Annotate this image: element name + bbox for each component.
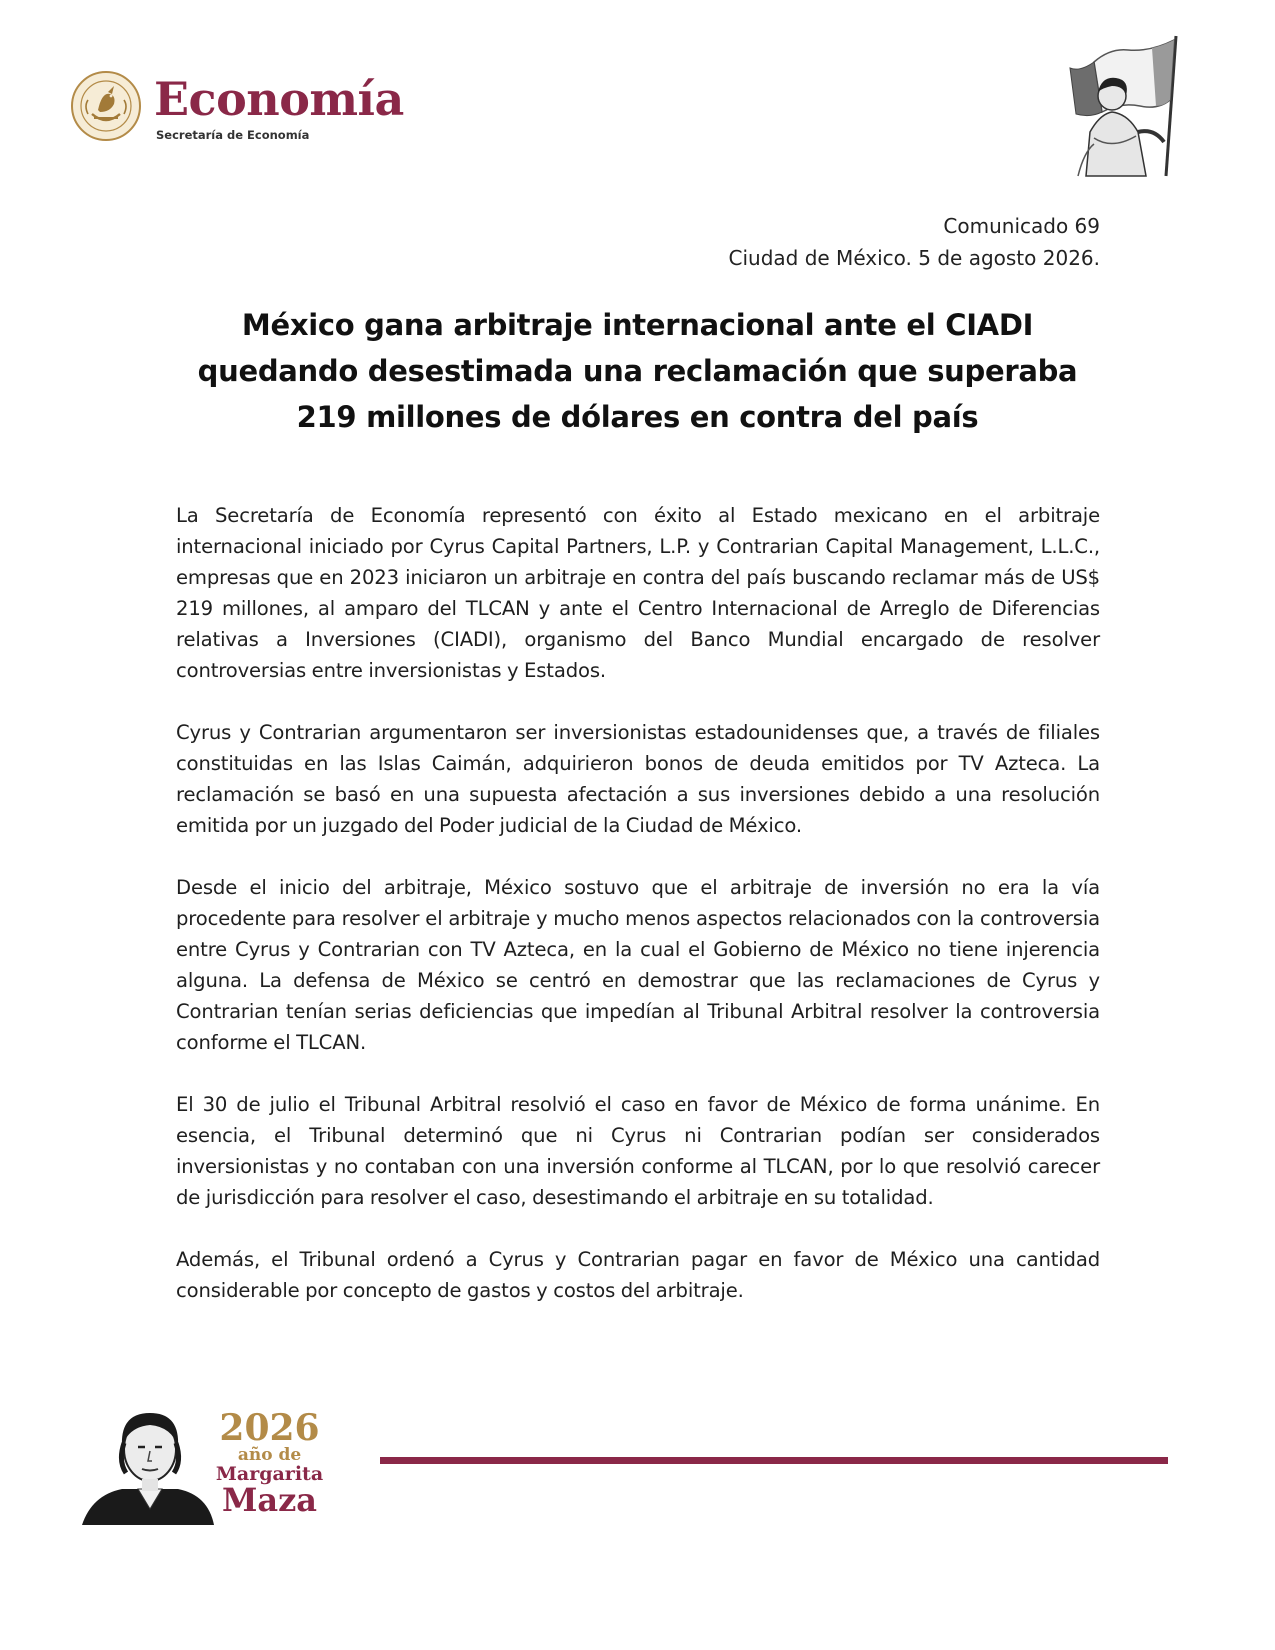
year-name-first: Margarita xyxy=(215,1463,324,1485)
place-date: Ciudad de México. 5 de agosto 2026. xyxy=(728,246,1100,270)
margarita-maza-portrait xyxy=(82,1405,220,1525)
body-paragraph: La Secretaría de Economía representó con éxito al Estado mexicano en el arbitraje internacional iniciado por Cyrus Capital Partners, L.P. y Contrarian Capital Management, L.L.C., empresas que en 2023 iniciaron un arbitraje en contra del país buscando reclamar más de US$ 219 millones, al amparo del TLCAN y ante el Centro Internacional de Arreglo de Diferencias relativas a Inversiones (CIADI), organismo del Banco Mundial encargado de resolver controversias entre inversionistas y Estados. xyxy=(176,504,1100,682)
communique-meta xyxy=(729,210,1101,274)
body-paragraph: El 30 de julio el Tribunal Arbitral resolvió el caso en favor de México de forma unánime. En esencia, el Tribunal determinó que ni Cyrus ni Contrarian podían ser considerados inversionistas y no contaban con una inversión conforme al TLCAN, por lo que resolvió carecer de jurisdicción para resolver el caso, desestimando el arbitraje en su totalidad. xyxy=(176,1093,1100,1209)
year-label: año de xyxy=(237,1445,302,1465)
year-name-last: Maza xyxy=(221,1481,318,1519)
press-release-body xyxy=(176,500,1100,1337)
headline-line: quedando desestimada una reclamación que superaba xyxy=(197,354,1078,388)
economia-logo xyxy=(70,70,430,150)
communique-number: Comunicado 69 xyxy=(943,214,1100,238)
body-paragraph: Cyrus y Contrarian argumentaron ser inversionistas estadounidenses que, a través de filiales constituidas en las Islas Caimán, adquirieron bonos de deuda emitidos por TV Azteca. La reclamación se basó en una supuesta afectación a sus inversiones debido a una resolución emitida por un juzgado del Poder judicial de la Ciudad de México. xyxy=(176,721,1100,837)
brand-subtitle: Secretaría de Economía xyxy=(156,128,310,142)
woman-with-flag-illustration xyxy=(1050,32,1188,178)
headline xyxy=(160,302,1115,440)
brand-name: Economía xyxy=(154,72,404,126)
footer-divider xyxy=(380,1457,1168,1464)
body-paragraph: Además, el Tribunal ordenó a Cyrus y Contrarian pagar en favor de México una cantidad considerable por concepto de gastos y costos del arbitraje. xyxy=(176,1248,1100,1302)
headline-line: 219 millones de dólares en contra del país xyxy=(296,400,979,434)
year-badge xyxy=(212,1407,327,1519)
year-number: 2026 xyxy=(219,1407,320,1449)
coat-of-arms-icon xyxy=(70,70,142,142)
headline-line: México gana arbitraje internacional ante el CIADI xyxy=(241,308,1034,342)
body-paragraph: Desde el inicio del arbitraje, México sostuvo que el arbitraje de inversión no era la vía procedente para resolver el arbitraje y mucho menos aspectos relacionados con la controversia entre Cyrus y Contrarian con TV Azteca, en la cual el Gobierno de México no tiene injerencia alguna. La defensa de México se centró en demostrar que las reclamaciones de Cyrus y Contrarian tenían serias deficiencias que impedían al Tribunal Arbitral resolver la controversia conforme el TLCAN. xyxy=(176,876,1100,1054)
